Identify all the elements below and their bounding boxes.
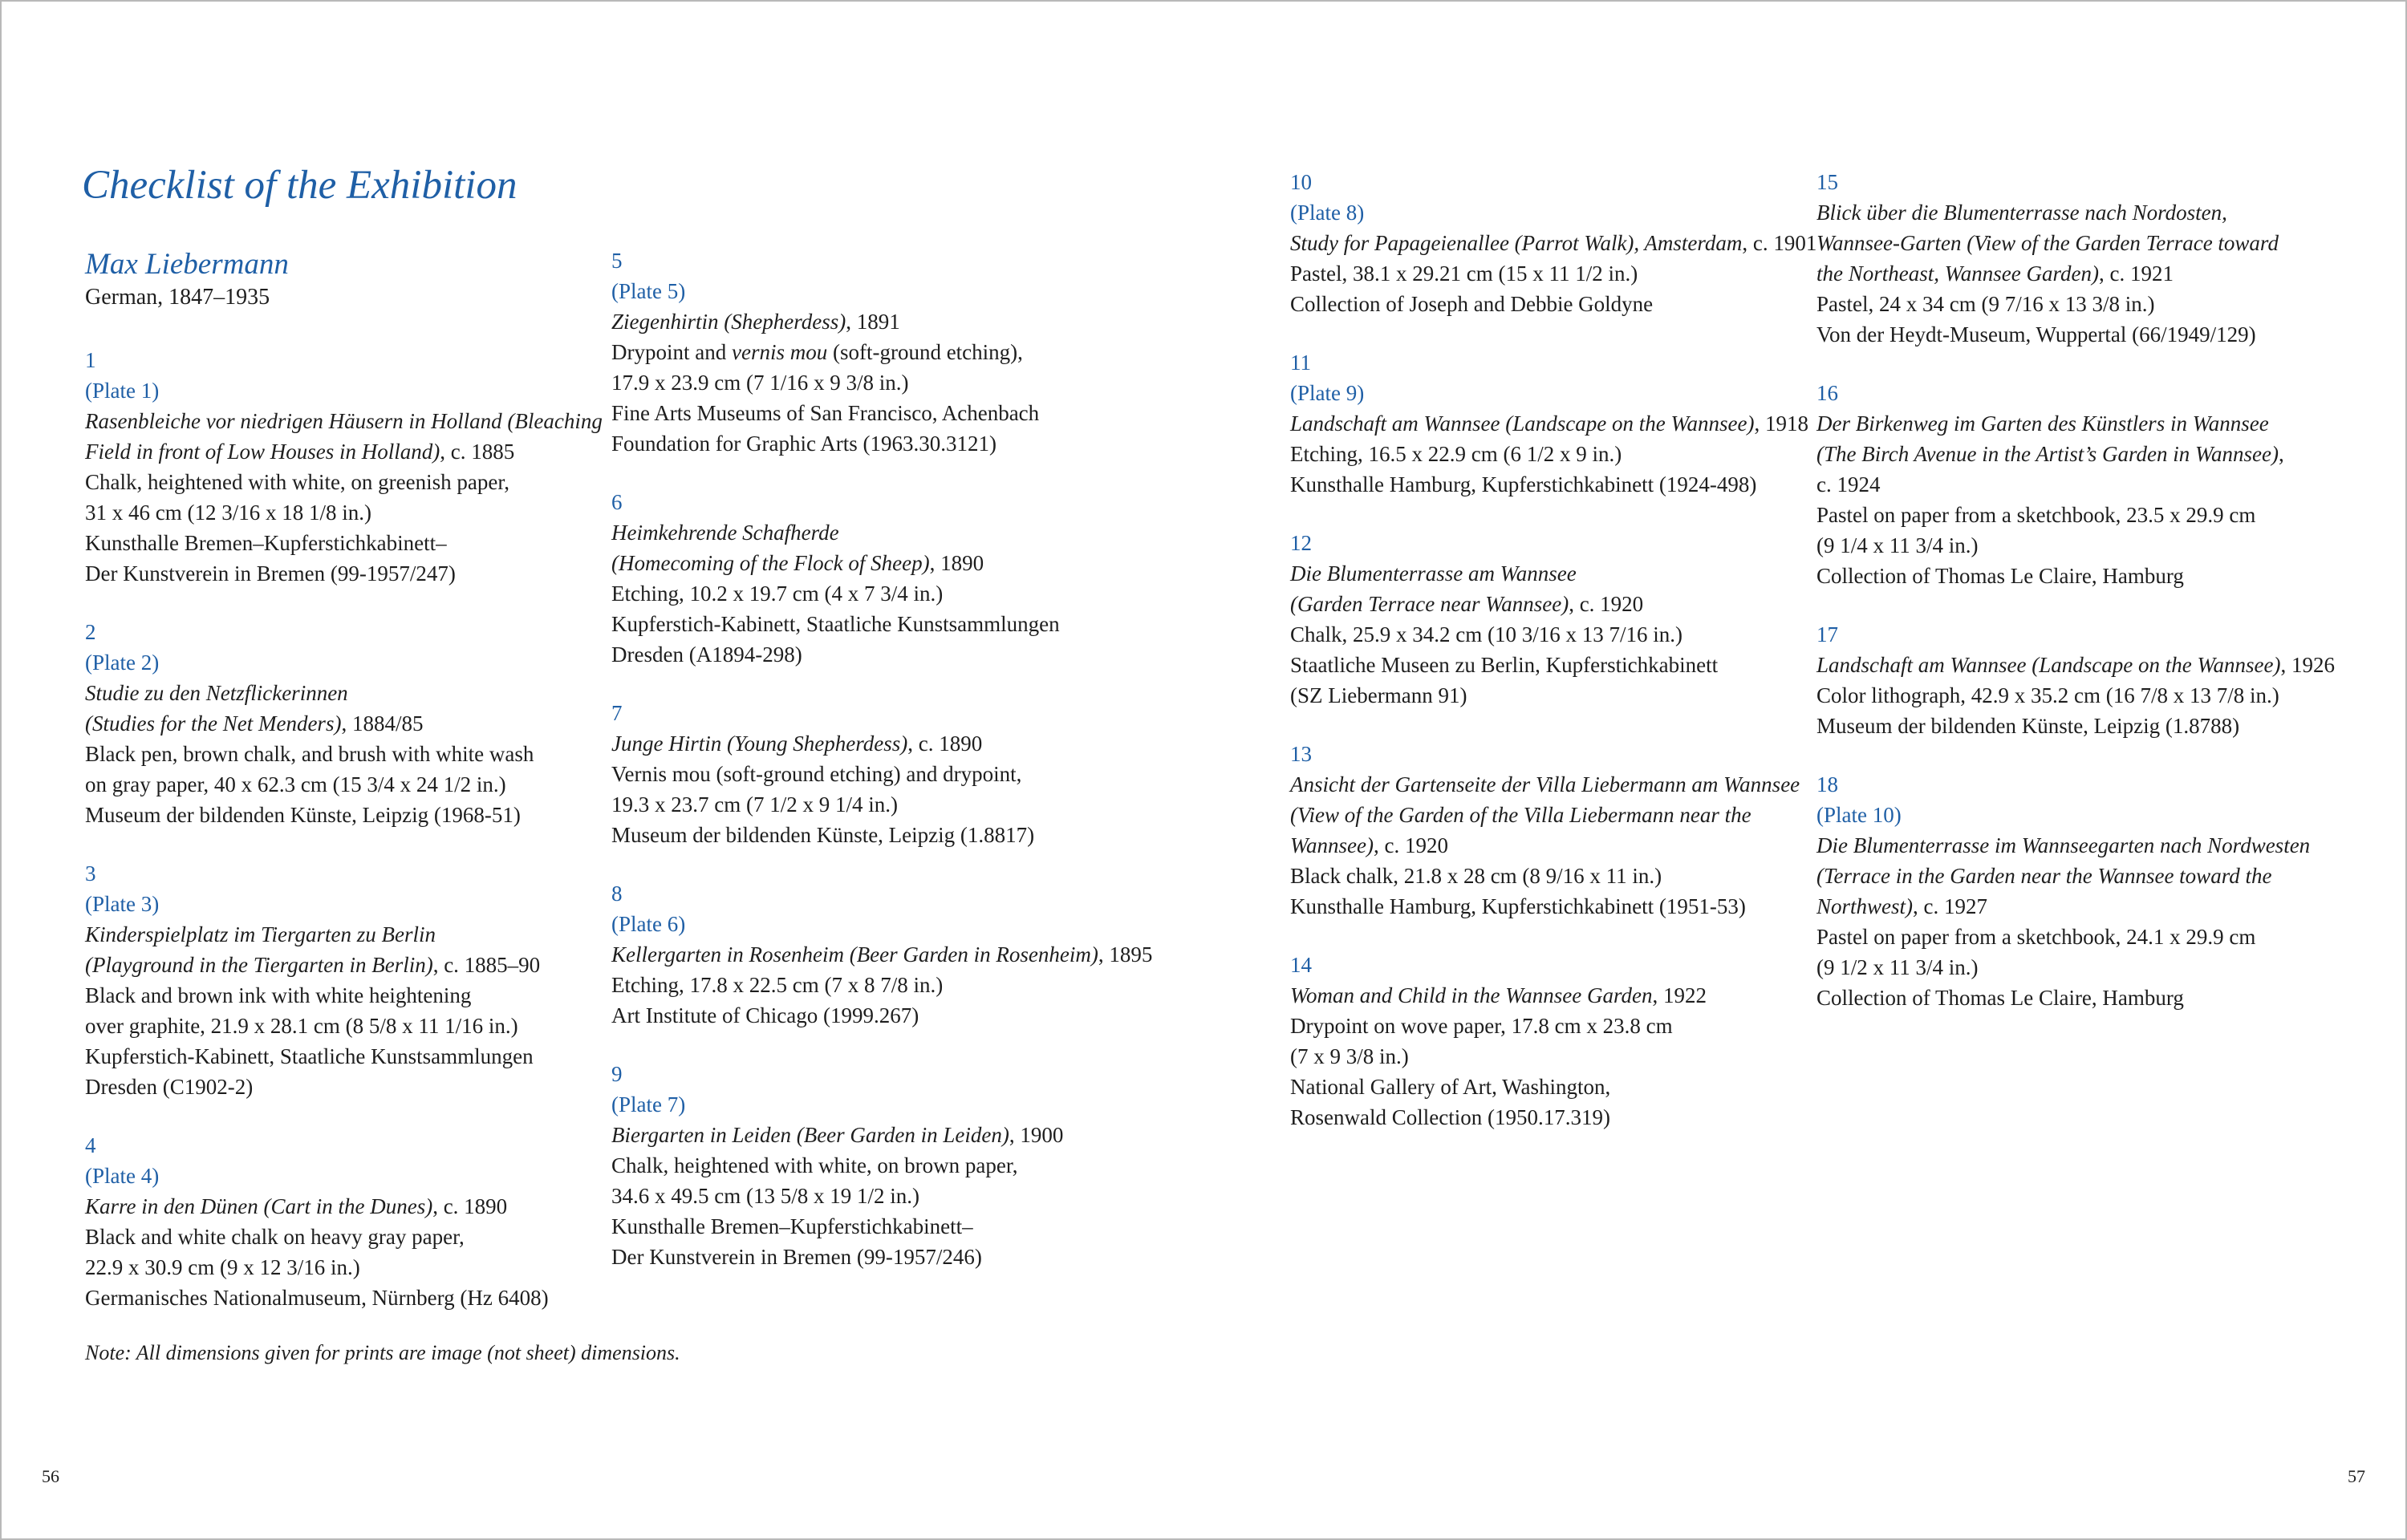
entry-number: 14 [1290, 953, 1312, 977]
entry-line [611, 1181, 1125, 1211]
entry-line [1290, 800, 1804, 830]
line-text: Pastel on paper from a sketchbook, 23.5 x 29.9 cm [1816, 503, 2256, 527]
checklist-entry [1816, 378, 2330, 591]
entry-line [85, 467, 599, 497]
checklist-entry [1290, 528, 1804, 711]
entry-line [85, 769, 599, 800]
page-title: Checklist of the Exhibition [82, 163, 518, 208]
entry-number: 17 [1816, 622, 1838, 646]
entry-number: 4 [85, 1133, 96, 1157]
line-text: , 1890 [929, 551, 984, 575]
entry-line [611, 578, 1125, 609]
entry-line [1290, 769, 1804, 800]
line-text: (SZ Liebermann 91) [1290, 683, 1467, 707]
entry-line [85, 497, 599, 528]
entry-line [85, 678, 599, 708]
checklist-column-2 [611, 245, 1153, 1300]
line-text: Black and brown ink with white heightening [85, 983, 472, 1007]
line-title-italic: the Northeast, Wannsee Garden) [1816, 261, 2099, 286]
plate-reference: (Plate 4) [85, 1164, 160, 1188]
entry-line [1816, 289, 2330, 319]
line-text: , 1891 [846, 310, 900, 334]
line-text: Der Kunstverein in Bremen (99-1957/247) [85, 561, 456, 586]
entry-number: 7 [611, 701, 623, 725]
line-text: Collection of Thomas Le Claire, Hamburg [1816, 564, 2184, 588]
checklist-entry [1816, 769, 2330, 1013]
entry-line [1816, 258, 2330, 289]
line-title-italic: Rasenbleiche vor niedrigen Häusern in Holland (Bleaching [85, 409, 603, 433]
entry-number: 16 [1816, 381, 1838, 405]
entry-line [1816, 319, 2330, 350]
entry-line [611, 428, 1125, 459]
entry-line [1816, 861, 2330, 891]
entry-line [1290, 1011, 1804, 1041]
checklist-column-3 [1290, 167, 1817, 1161]
page-number-left: 56 [42, 1466, 59, 1486]
line-title-italic: Northwest) [1816, 894, 1914, 918]
entry-line [1816, 680, 2330, 711]
line-title-italic: Woman and Child in the Wannsee Garden [1290, 983, 1653, 1007]
entry-number: 18 [1816, 772, 1838, 796]
entry-line [611, 1211, 1125, 1242]
entry-line [1816, 952, 2330, 983]
line-text: , c. 1890 [432, 1194, 508, 1218]
checklist-entry [85, 858, 599, 1102]
entry-line [1290, 439, 1804, 469]
entry-number: 1 [85, 348, 96, 372]
checklist-entry [85, 345, 603, 589]
entry-line [1290, 589, 1804, 619]
line-text: , c. 1921 [2098, 261, 2174, 286]
entry-line [1816, 983, 2330, 1013]
line-title-italic: Die Blumenterrasse im Wannseegarten nach Nordwesten [1816, 833, 2311, 857]
artist-heading [85, 247, 289, 313]
plate-reference: (Plate 7) [611, 1092, 686, 1116]
line-text: 19.3 x 23.7 cm (7 1/2 x 9 1/4 in.) [611, 792, 898, 817]
line-title-italic: Heimkehrende Schafherde [611, 521, 839, 545]
line-text: 22.9 x 30.9 cm (9 x 12 3/16 in.) [85, 1255, 360, 1279]
line-title-italic: (Terrace in the Garden near the Wannsee toward the [1816, 864, 2272, 888]
plate-reference: (Plate 10) [1816, 803, 1902, 827]
entry-line [611, 548, 1125, 578]
line-title-italic: Der Birkenweg im Garten des Künstlers in Wannsee [1816, 411, 2269, 436]
line-text: Pastel on paper from a sketchbook, 24.1 x 29.9 cm [1816, 925, 2256, 949]
line-title-italic: Ansicht der Gartenseite der Villa Liebermann am Wannsee [1290, 772, 1800, 796]
line-text: Etching, 16.5 x 22.9 cm (6 1/2 x 9 in.) [1290, 442, 1622, 466]
line-title-italic: Field in front of Low Houses in Holland) [85, 440, 440, 464]
line-text: Art Institute of Chicago (1999.267) [611, 1003, 919, 1027]
line-text: Museum der bildenden Künste, Leipzig (1.8788) [1816, 714, 2240, 738]
checklist-entry [85, 617, 599, 830]
entry-line [611, 820, 1125, 850]
line-text: Kunsthalle Bremen–Kupferstichkabinett– [85, 531, 447, 555]
checklist-entry [1290, 347, 1808, 500]
entry-line [1290, 1072, 1804, 1102]
line-text: Chalk, 25.9 x 34.2 cm (10 3/16 x 13 7/16 in.) [1290, 622, 1682, 646]
entry-line [1290, 891, 1804, 922]
entry-line [1816, 408, 2330, 439]
entry-number: 10 [1290, 170, 1312, 194]
entry-line [611, 1242, 1125, 1272]
line-text: (9 1/2 x 11 3/4 in.) [1816, 955, 1979, 979]
line-text: Rosenwald Collection (1950.17.319) [1290, 1105, 1610, 1129]
line-text: Black and white chalk on heavy gray paper, [85, 1225, 465, 1249]
dimensions-note: Note: All dimensions given for prints are image (not sheet) dimensions. [85, 1341, 680, 1364]
line-text: , c. 1927 [1913, 894, 1987, 918]
entry-line [85, 1283, 599, 1313]
line-text: , c. 1920 [1373, 833, 1448, 857]
line-text: Kunsthalle Hamburg, Kupferstichkabinett (1924-498) [1290, 472, 1757, 496]
line-text: Color lithograph, 42.9 x 35.2 cm (16 7/8 x 13 7/8 in.) [1816, 683, 2279, 707]
entry-line [611, 789, 1125, 820]
entry-number: 11 [1290, 351, 1311, 375]
line-text: Der Kunstverein in Bremen (99-1957/246) [611, 1245, 982, 1269]
entry-line [611, 609, 1125, 639]
line-text: , 1922 [1652, 983, 1707, 1007]
line-title-italic: Die Blumenterrasse am Wannsee [1290, 561, 1577, 586]
line-title-italic: (Garden Terrace near Wannsee) [1290, 592, 1569, 616]
line-text: , 1884/85 [341, 711, 424, 736]
entry-number: 9 [611, 1062, 623, 1086]
entry-line [1290, 861, 1804, 891]
entry-number: 5 [611, 249, 623, 273]
plate-reference: (Plate 9) [1290, 381, 1365, 405]
entry-line [85, 436, 599, 467]
line-title-italic: (The Birch Avenue in the Artist’s Garden in Wannsee) [1816, 442, 2279, 466]
plate-reference: (Plate 2) [85, 650, 160, 675]
line-text: Chalk, heightened with white, on greenish paper, [85, 470, 510, 494]
entry-number: 2 [85, 620, 96, 644]
entry-line [611, 939, 1153, 970]
plate-reference: (Plate 8) [1290, 201, 1365, 225]
entry-line [1290, 408, 1808, 439]
entry-line [85, 980, 599, 1011]
entry-line [1816, 530, 2330, 561]
line-text: (7 x 9 3/8 in.) [1290, 1044, 1409, 1068]
line-title-italic: Landschaft am Wannsee (Landscape on the Wannsee) [1816, 653, 2281, 677]
checklist-entry [611, 698, 1125, 850]
line-text: , c. 1885–90 [432, 953, 541, 977]
plate-reference: (Plate 1) [85, 379, 160, 403]
entry-line [1816, 561, 2330, 591]
entry-line [85, 1191, 599, 1222]
entry-line [1816, 830, 2330, 861]
artist-nationality: German, 1847–1935 [85, 285, 270, 310]
line-title-italic: (Homecoming of the Flock of Sheep) [611, 551, 930, 575]
entry-line [85, 919, 599, 950]
checklist-entry [611, 487, 1125, 670]
entry-line [85, 950, 599, 980]
entry-line [1290, 650, 1804, 680]
line-text: , 1918 [1754, 411, 1808, 436]
line-title-italic: (Playground in the Tiergarten in Berlin) [85, 953, 433, 977]
entry-line [1290, 289, 1804, 319]
entry-line [1816, 922, 2330, 952]
entry-line [611, 398, 1125, 428]
line-text: Germanisches Nationalmuseum, Nürnberg (Hz 6408) [85, 1286, 549, 1310]
entry-line [85, 800, 599, 830]
line-text: Drypoint on wove paper, 17.8 cm x 23.8 cm [1290, 1014, 1673, 1038]
line-text: Chalk, heightened with white, on brown paper, [611, 1153, 1018, 1177]
line-text: Etching, 17.8 x 22.5 cm (7 x 8 7/8 in.) [611, 973, 944, 997]
entry-line [611, 1000, 1125, 1031]
entry-line [1816, 228, 2330, 258]
checklist-entry [1290, 167, 1817, 319]
entry-line [1816, 439, 2330, 469]
artist-name: Max Liebermann [85, 248, 289, 281]
entry-number: 15 [1816, 170, 1838, 194]
entry-line [85, 1041, 599, 1072]
line-text: (9 1/4 x 11 3/4 in.) [1816, 533, 1979, 557]
line-text: Collection of Joseph and Debbie Goldyne [1290, 292, 1654, 316]
checklist-entry [1290, 739, 1804, 922]
line-title-italic: Wannsee-Garten (View of the Garden Terrace toward [1816, 231, 2279, 255]
line-title-italic: (Studies for the Net Menders) [85, 711, 342, 736]
entry-line [85, 1072, 599, 1102]
plate-reference: (Plate 5) [611, 279, 686, 303]
line-text: National Gallery of Art, Washington, [1290, 1075, 1611, 1099]
line-title-italic: Studie zu den Netzflickerinnen [85, 681, 348, 705]
checklist-entry [1816, 619, 2335, 741]
entry-line [85, 1252, 599, 1283]
entry-line [611, 1120, 1125, 1150]
entry-line [1290, 258, 1804, 289]
line-text: Dresden (C1902-2) [85, 1075, 254, 1099]
checklist-column-1 [85, 345, 603, 1341]
entry-number: 3 [85, 861, 96, 886]
entry-number: 8 [611, 881, 623, 906]
line-text: Drypoint and [611, 340, 732, 364]
entry-line [1816, 500, 2330, 530]
line-text: Black pen, brown chalk, and brush with white wash [85, 742, 534, 766]
entry-line [1290, 830, 1804, 861]
line-title-italic: Biergarten in Leiden (Beer Garden in Leiden) [611, 1123, 1009, 1147]
line-text: , 1926 [2280, 653, 2335, 677]
checklist-entry [611, 245, 1125, 459]
line-title-italic: (View of the Garden of the Villa Liebermann near the [1290, 803, 1751, 827]
line-text: over graphite, 21.9 x 28.1 cm (8 5/8 x 11 1/16 in.) [85, 1014, 518, 1038]
page-number-right: 57 [2348, 1466, 2365, 1486]
entry-line [85, 739, 599, 769]
line-text: on gray paper, 40 x 62.3 cm (15 3/4 x 24 1/2 in.) [85, 772, 506, 796]
entry-line [85, 558, 599, 589]
checklist-entry [1290, 950, 1804, 1133]
entry-line [1816, 469, 2330, 500]
entry-line [1290, 980, 1804, 1011]
entry-line [611, 1150, 1125, 1181]
line-title-italic: Wannsee) [1290, 833, 1374, 857]
entry-line [611, 367, 1125, 398]
line-text: Fine Arts Museums of San Francisco, Achenbach [611, 401, 1040, 425]
entry-number: 6 [611, 490, 623, 514]
checklist-column-4 [1816, 167, 2335, 1041]
line-text: 34.6 x 49.5 cm (13 5/8 x 19 1/2 in.) [611, 1184, 919, 1208]
line-text: Vernis mou (soft-ground etching) and drypoint, [611, 762, 1022, 786]
entry-line [1816, 891, 2330, 922]
line-text: Collection of Thomas Le Claire, Hamburg [1816, 986, 2184, 1010]
entry-line [1816, 711, 2330, 741]
entry-line [611, 517, 1125, 548]
entry-line [1290, 469, 1804, 500]
entry-line [1816, 650, 2335, 680]
entry-line [611, 306, 1125, 337]
line-text: Kupferstich-Kabinett, Staatliche Kunstsammlungen [611, 612, 1060, 636]
plate-reference: (Plate 3) [85, 892, 160, 916]
entry-line [611, 639, 1125, 670]
entry-line [1290, 1102, 1804, 1133]
entry-line [1290, 228, 1817, 258]
checklist-entry [611, 1059, 1125, 1272]
line-text: Pastel, 24 x 34 cm (9 7/16 x 13 3/8 in.) [1816, 292, 2155, 316]
checklist-entry [85, 1130, 599, 1313]
line-text: Kupferstich-Kabinett, Staatliche Kunstsammlungen [85, 1044, 534, 1068]
line-text: , [2278, 442, 2284, 466]
line-title-italic: Kellergarten in Rosenheim (Beer Garden in Rosenheim) [611, 942, 1098, 967]
line-title-italic: Landschaft am Wannsee (Landscape on the Wannsee) [1290, 411, 1755, 436]
line-text: Foundation for Graphic Arts (1963.30.3121) [611, 432, 996, 456]
entry-line [611, 970, 1125, 1000]
entry-line [1816, 197, 2330, 228]
line-text: , c. 1901 [1742, 231, 1817, 255]
line-title-italic: Kinderspielplatz im Tiergarten zu Berlin [85, 922, 436, 946]
entry-line [1290, 680, 1804, 711]
line-text: , c. 1890 [907, 732, 983, 756]
line-title-italic: Junge Hirtin (Young Shepherdess) [611, 732, 908, 756]
plate-reference: (Plate 6) [611, 912, 686, 936]
checklist-entry [1816, 167, 2330, 350]
line-title-italic: Blick über die Blumenterrasse nach Nordosten, [1816, 201, 2227, 225]
line-title-italic: Study for Papageienallee (Parrot Walk), Amsterdam [1290, 231, 1743, 255]
line-text: Kunsthalle Hamburg, Kupferstichkabinett (1951-53) [1290, 894, 1746, 918]
line-text: Pastel, 38.1 x 29.21 cm (15 x 11 1/2 in.) [1290, 261, 1638, 286]
entry-line [1290, 1041, 1804, 1072]
line-title-italic: Karre in den Dünen (Cart in the Dunes) [85, 1194, 433, 1218]
line-text: Von der Heydt-Museum, Wuppertal (66/1949/129) [1816, 322, 2256, 346]
entry-line [85, 406, 603, 436]
line-text: c. 1924 [1816, 472, 1881, 496]
line-text: Etching, 10.2 x 19.7 cm (4 x 7 3/4 in.) [611, 582, 944, 606]
entry-line [611, 337, 1125, 367]
line-text: Staatliche Museen zu Berlin, Kupferstichkabinett [1290, 653, 1719, 677]
line-text: Dresden (A1894-298) [611, 642, 802, 667]
line-text: , 1900 [1009, 1123, 1064, 1147]
line-text: , c. 1920 [1569, 592, 1644, 616]
entry-line [611, 728, 1125, 759]
line-text: , 1895 [1098, 942, 1153, 967]
line-text: 31 x 46 cm (12 3/16 x 18 1/8 in.) [85, 500, 371, 525]
entry-line [85, 708, 599, 739]
line-text: 17.9 x 23.9 cm (7 1/16 x 9 3/8 in.) [611, 371, 909, 395]
line-title-italic: Ziegenhirtin (Shepherdess) [611, 310, 846, 334]
line-title-italic: vernis mou [731, 340, 828, 364]
entry-line [1290, 619, 1804, 650]
entry-line [1290, 558, 1804, 589]
line-text: Black chalk, 21.8 x 28 cm (8 9/16 x 11 in.) [1290, 864, 1662, 888]
entry-line [85, 528, 599, 558]
entry-number: 13 [1290, 742, 1312, 766]
line-text: Kunsthalle Bremen–Kupferstichkabinett– [611, 1214, 973, 1238]
line-text: , c. 1885 [440, 440, 515, 464]
entry-line [611, 759, 1125, 789]
checklist-entry [611, 878, 1153, 1031]
line-text: Museum der bildenden Künste, Leipzig (1968-51) [85, 803, 521, 827]
entry-number: 12 [1290, 531, 1312, 555]
entry-line [85, 1222, 599, 1252]
line-text: Museum der bildenden Künste, Leipzig (1.8817) [611, 823, 1035, 847]
line-text: (soft-ground etching), [827, 340, 1023, 364]
entry-line [85, 1011, 599, 1041]
